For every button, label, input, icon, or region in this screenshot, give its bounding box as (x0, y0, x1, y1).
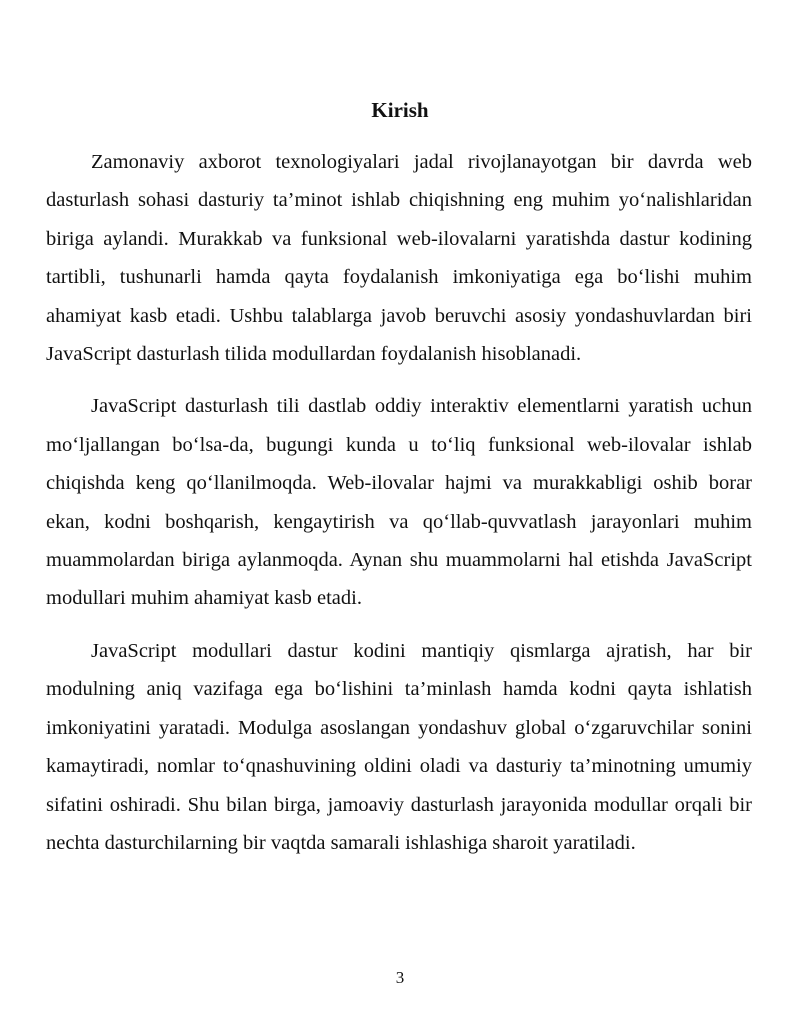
body-text (46, 143, 752, 876)
page-number: 3 (395, 968, 405, 987)
paragraph-2: JavaScript dasturlash tili dastlab oddiy interaktiv elementlarni yaratish uchun mo‘ljallangan bo‘lsa-da, bugungi kunda u to‘liq funksional web-ilovalar ishlab chiqishda keng qo‘llanilmoqda. Web-ilovalar hajmi va murakkabligi oshib borar ekan, kodni boshqarish, kengaytirish va qo‘llab-quvvatlash jarayonlari muhim muammolardan biriga aylanmoqda. Aynan shu muammolarni hal etishda JavaScript modullari muhim ahamiyat kasb etadi. (46, 395, 752, 610)
section-title: Kirish (371, 98, 429, 122)
paragraph-1: Zamonaviy axborot texnologiyalari jadal rivojlanayotgan bir davrda web dasturlash sohasi dasturiy ta’minot ishlab chiqishning eng muhim yo‘nalishlaridan biriga aylandi. Murakkab va funksional web-ilovalarni yaratishda dastur kodining tartibli, tushunarli hamda qayta foydalanish imkoniyatiga ega bo‘lishi muhim ahamiyat kasb etadi. Ushbu talablarga javob beruvchi asosiy yondashuvlardan biri JavaScript dasturlash tilida modullardan foydalanish hisoblanadi. (46, 151, 752, 366)
paragraph-3: JavaScript modullari dastur kodini mantiqiy qismlarga ajratish, har bir modulning aniq vazifaga ega bo‘lishini ta’minlash hamda kodni qayta ishlatish imkoniyatini yaratadi. Modulga asoslangan yondashuv global o‘zgaruvchilar sonini kamaytiradi, nomlar to‘qnashuvining oldini oladi va dasturiy ta’minotning umumiy sifatini oshiradi. Shu bilan birga, jamoaviy dasturlash jarayonida modullar orqali bir nechta dasturchilarning bir vaqtda samarali ishlashiga sharoit yaratiladi. (46, 639, 752, 854)
